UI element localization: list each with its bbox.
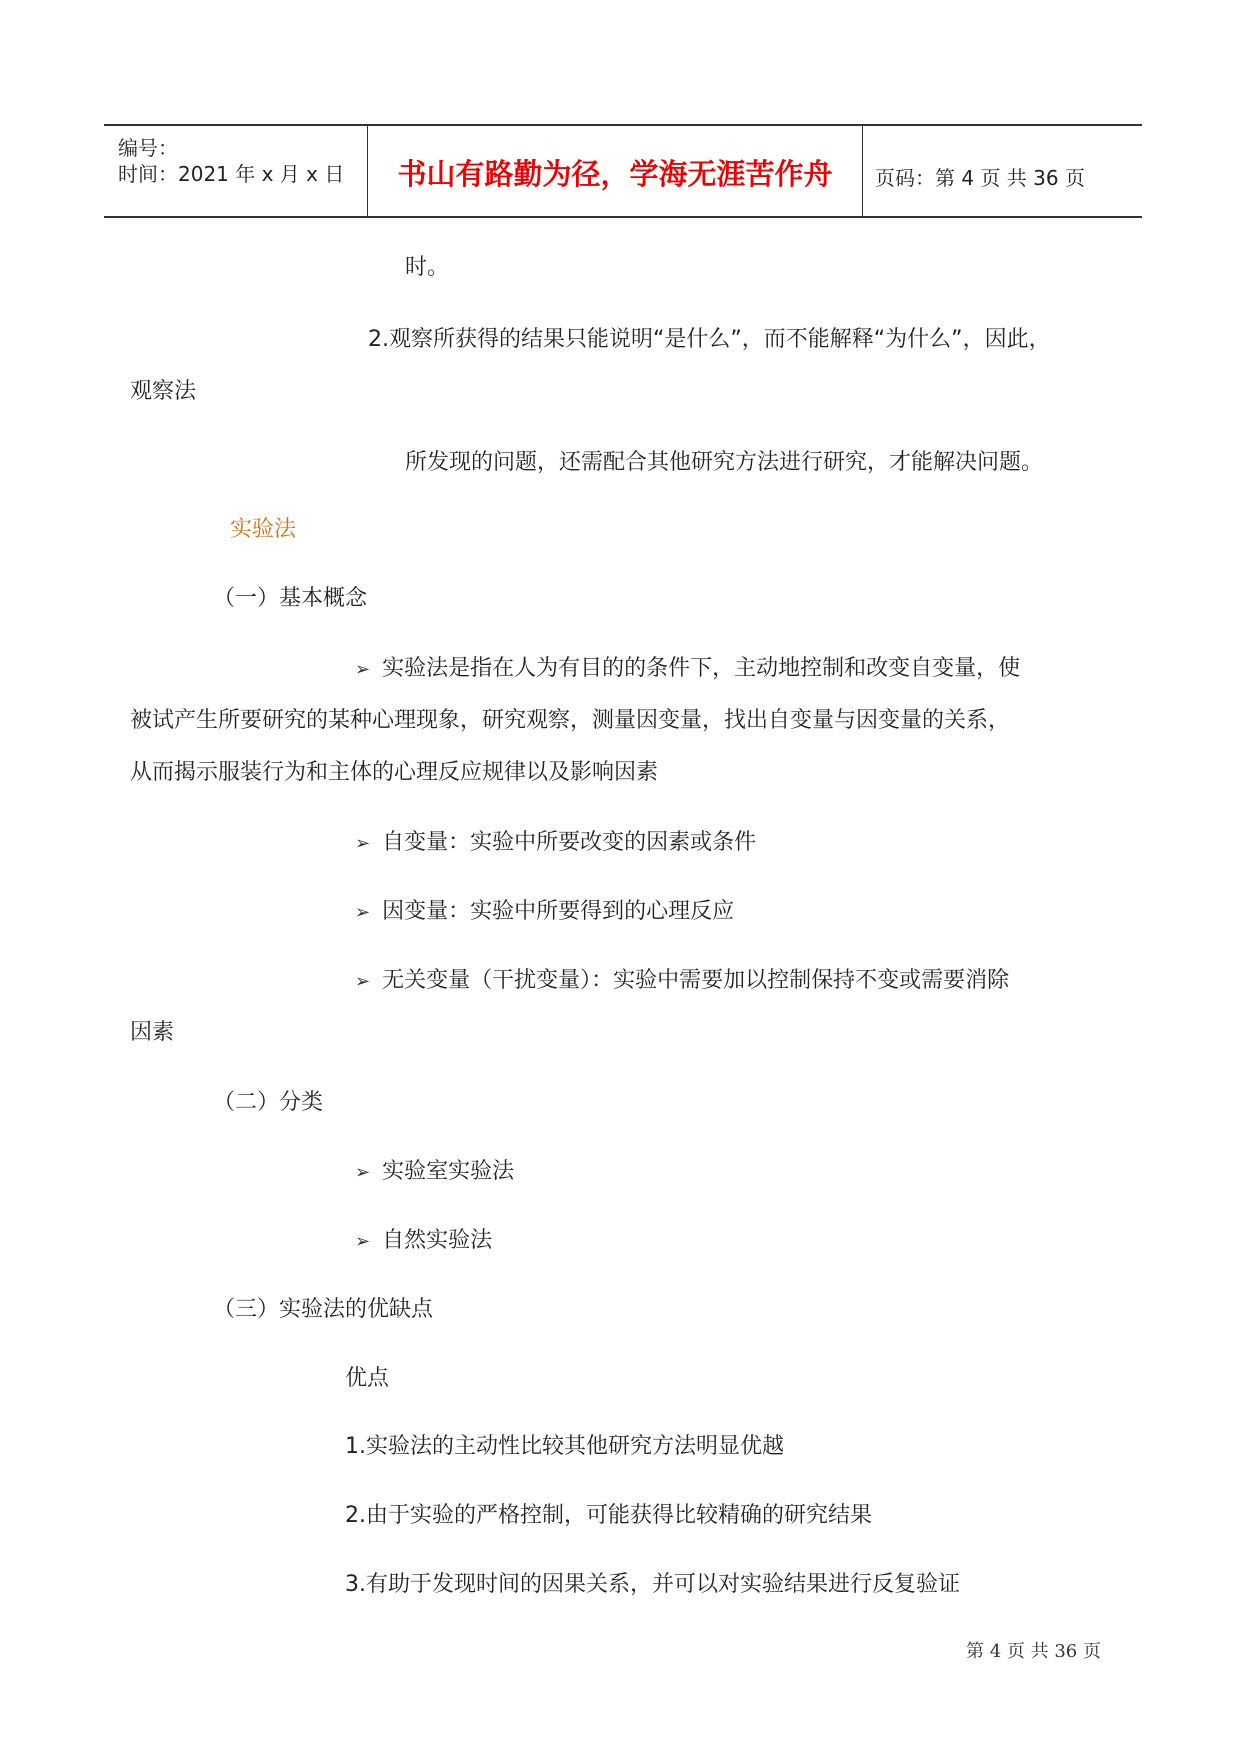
text-line: 所发现的问题，还需配合其他研究方法进行研究，才能解决问题。	[405, 450, 1044, 475]
bullet-item	[355, 1226, 492, 1257]
bullet-arrow-icon: ➢	[355, 971, 371, 992]
text-line: 优点	[345, 1366, 390, 1391]
page-footer: 第 4 页 共 36 页	[966, 1641, 1101, 1662]
header-table	[104, 124, 1142, 218]
section-title: 实验法	[230, 517, 297, 542]
bullet-arrow-icon: ➢	[355, 833, 371, 854]
bullet-text: 实验室实验法	[382, 1159, 515, 1184]
bullet-text: 实验法是指在人为有目的的条件下，主动地控制和改变自变量，使	[382, 656, 1021, 681]
text-line: 观察法	[130, 379, 197, 404]
bullet-arrow-icon: ➢	[355, 902, 371, 923]
bullet-item	[355, 966, 1009, 997]
header-right-cell	[863, 126, 1142, 216]
page-label: 页码：第 4 页 共 36 页	[875, 166, 1085, 190]
bullet-text: 无关变量（干扰变量）：实验中需要加以控制保持不变或需要消除	[382, 968, 1010, 993]
bullet-arrow-icon: ➢	[355, 659, 371, 680]
text-line: 1.实验法的主动性比较其他研究方法明显优越	[345, 1434, 784, 1459]
bullet-item	[355, 828, 756, 859]
text-line: 因素	[130, 1020, 175, 1045]
bullet-item	[355, 1157, 514, 1188]
serial-label: 编号：	[118, 136, 178, 160]
header-left-cell	[104, 126, 368, 216]
text-line: 从而揭示服装行为和主体的心理反应规律以及影响因素	[130, 760, 659, 785]
text-line: 被试产生所要研究的某种心理现象，研究观察，测量因变量，找出自变量与因变量的关系，	[130, 708, 1011, 733]
bullet-text: 因变量：实验中所要得到的心理反应	[382, 899, 735, 924]
bullet-item	[355, 654, 1020, 685]
bullet-text: 自变量：实验中所要改变的因素或条件	[382, 830, 757, 855]
bullet-text: 自然实验法	[382, 1228, 493, 1253]
text-line: 3.有助于发现时间的因果关系，并可以对实验结果进行反复验证	[345, 1572, 960, 1597]
bullet-arrow-icon: ➢	[355, 1162, 371, 1183]
bullet-arrow-icon: ➢	[355, 1231, 371, 1252]
text-line: 时。	[405, 255, 450, 280]
subsection-title: （二）分类	[213, 1090, 324, 1115]
time-label: 时间：2021 年 x 月 x 日	[118, 162, 345, 186]
subsection-title: （一）基本概念	[213, 586, 368, 611]
subsection-title: （三）实验法的优缺点	[213, 1297, 434, 1322]
text-line: 2.观察所获得的结果只能说明“是什么”，而不能解释“为什么”，因此，	[368, 327, 1051, 352]
motto: 书山有路勤为径，学海无涯苦作舟	[397, 157, 833, 191]
bullet-item	[355, 897, 734, 928]
header-mid-cell	[368, 126, 863, 216]
text-line: 2.由于实验的严格控制，可能获得比较精确的研究结果	[345, 1503, 872, 1528]
